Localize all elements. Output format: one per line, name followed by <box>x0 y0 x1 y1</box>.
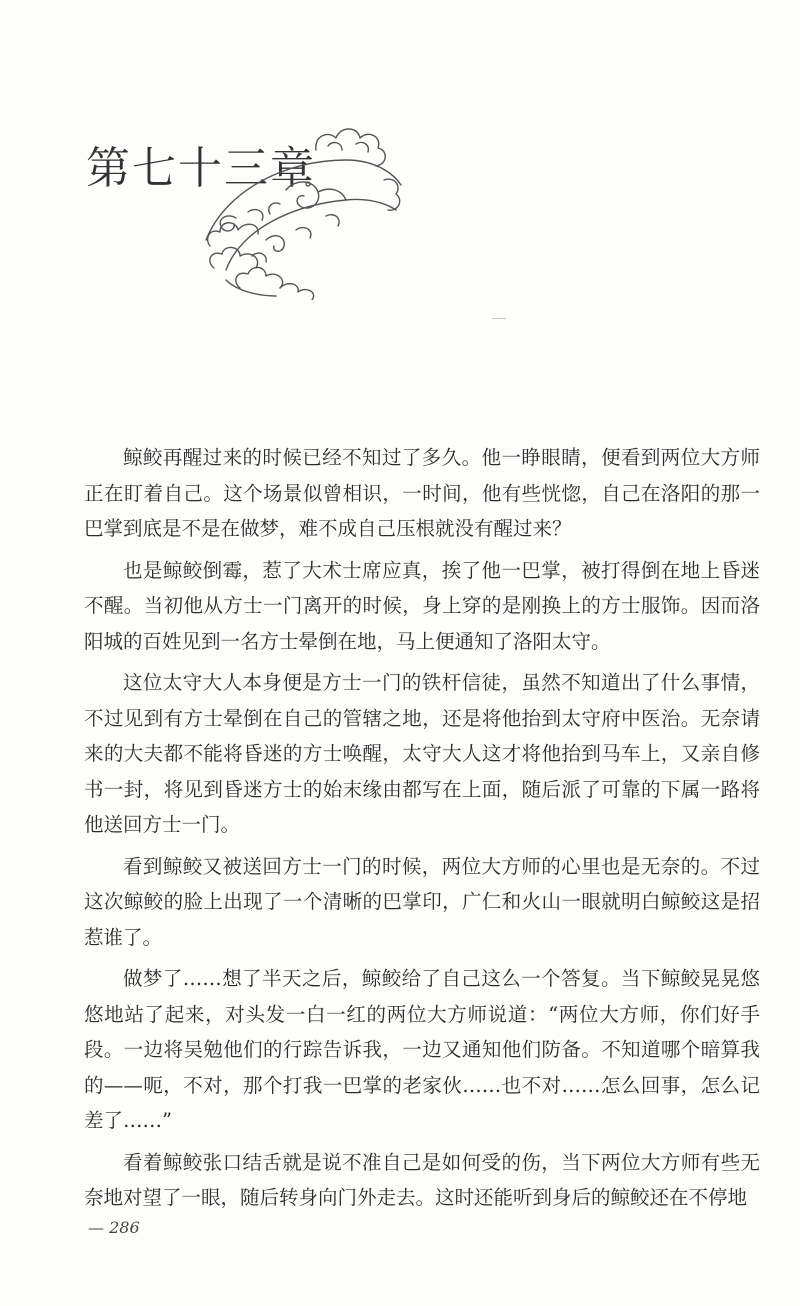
paragraph-3: 这位太守大人本身便是方士一门的铁杆信徒，虽然不知道出了什么事情，不过见到有方士晕倒在自己的管辖之地，还是将他抬到太守府中医治。无奈请来的大夫都不能将昏迷的方士唤醒，太守大人这才将他抬到马车上，又亲自修书一封，将见到昏迷方士的始末缘由都写在上面，随后派了可靠的下属一路将他送回方士一门。 <box>84 671 760 836</box>
paragraph-4: 看到鲸鲛又被送回方士一门的时候，两位大方师的心里也是无奈的。不过这次鲸鲛的脸上出现了一个清晰的巴掌印，广仁和火山一眼就明白鲸鲛这是招惹谁了。 <box>84 854 760 949</box>
paragraph-6: 看着鲸鲛张口结舌就是说不准自己是如何受的伤，当下两位大方师有些无奈地对望了一眼，随后转身向门外走去。这时还能听到身后的鲸鲛还在不停地 <box>84 1150 760 1209</box>
paragraph-5: 做梦了……想了半天之后，鲸鲛给了自己这么一个答复。当下鲸鲛晃晃悠悠地站了起来，对头发一白一红的两位大方师说道：“两位大方师，你们好手段。一边将吴勉他们的行踪告诉我，一边又通知他们防备。不知道哪个暗算我的——呃，不对，那个打我一巴掌的老家伙……也不对……怎么回事，怎么记差了……” <box>84 967 760 1132</box>
page-number: — 286 <box>88 1218 140 1237</box>
paragraph-1: 鲸鲛再醒过来的时候已经不知过了多久。他一睁眼睛，便看到两位大方师正在盯着自己。这个场景似曾相识，一时间，他有些恍惚，自己在洛阳的那一巴掌到底是不是在做梦，难不成自己压根就没有醒过来？ <box>84 446 760 540</box>
chapter-title: 第七十三章 <box>86 143 316 194</box>
chapter-body <box>84 440 760 1216</box>
paragraph-2: 也是鲸鲛倒霉，惹了大术士席应真，挨了他一巴掌，被打得倒在地上昏迷不醒。当初他从方士一门离开的时候，身上穿的是刚换上的方士服饰。因而洛阳城的百姓见到一名方士晕倒在地，马上便通知了洛阳太守。 <box>84 558 760 653</box>
cloud-dragon-ornament-icon <box>196 120 406 300</box>
scan-speck <box>492 318 506 319</box>
